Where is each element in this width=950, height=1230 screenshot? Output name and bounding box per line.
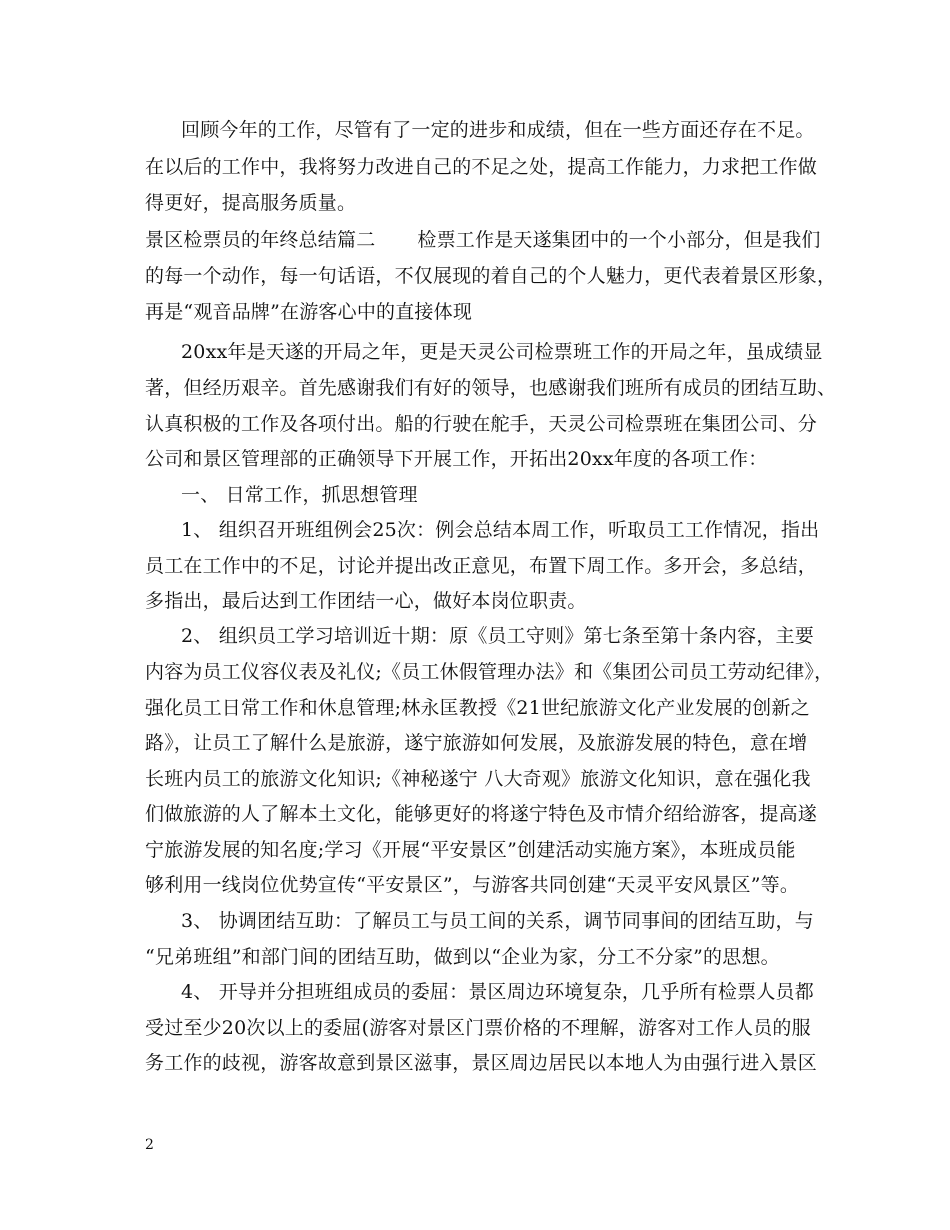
text-line: 长班内员工的旅游文化知识;《神秘遂宁 八大奇观》旅游文化知识，意在强化我: [145, 768, 811, 790]
section-heading: 景区检票员的年终总结篇二: [145, 229, 376, 251]
heading-line: [145, 228, 821, 252]
text-line: 路》，让员工了解什么是旅游，遂宁旅游如何发展，及旅游发展的特色，意在增: [145, 732, 808, 754]
text-line: 强化员工日常工作和休息管理;林永匡教授《21世纪旅游文化产业发展的创新之: [145, 697, 810, 719]
text-line: 认真积极的工作及各项付出。船的行驶在舵手，天灵公司检票班在集团公司、分: [145, 413, 818, 435]
text-line: 再是“观音品牌”在游客心中的直接体现: [145, 301, 473, 323]
text-line: 够利用一线岗位优势宣传“平安景区”，与游客共同创建“天灵平安风景区”等。: [145, 874, 800, 896]
text-line: 1、 组织召开班组例会25次：例会总结本周工作，听取员工工作情况，指出: [181, 519, 820, 541]
text-line: 得更好，提高服务质量。: [145, 192, 357, 214]
text-line: 的每一个动作，每一句话语，不仅展现的着自己的个人魅力，更代表着景区形象，: [145, 265, 837, 287]
text-line: 受过至少20次以上的委屈(游客对景区门票价格的不理解，游客对工作人员的服: [145, 1017, 811, 1039]
text-line: 宁旅游发展的知名度;学习《开展“平安景区”创建活动实施方案》，本班成员能: [145, 839, 796, 861]
text-line: 回顾今年的工作，尽管有了一定的进步和成绩，但在一些方面还存在不足。: [181, 119, 815, 141]
text-line: 公司和景区管理部的正确领导下开展工作，开拓出20xx年度的各项工作：: [145, 448, 768, 470]
text-line: 内容为员工仪容仪表及礼仪;《员工休假管理办法》和《集团公司员工劳动纪律》，: [145, 661, 834, 683]
text-fragment: 检票工作是天遂集团中的一个小部分，但是我们: [417, 229, 821, 251]
page-number: 2: [145, 1137, 154, 1153]
text-line: 员工在工作中的不足，讨论并提出改正意见，布置下周工作。多开会，多总结，: [145, 555, 818, 577]
text-line: 4、 开导并分担班组成员的委屈：景区周边环境复杂，几乎所有检票人员都: [181, 981, 814, 1003]
text-line: 一、 日常工作，抓思想管理: [181, 484, 418, 506]
text-line: 务工作的歧视，游客故意到景区滋事，景区周边居民以本地人为由强行进入景区: [145, 1052, 818, 1074]
text-line: 在以后的工作中，我将努力改进自己的不足之处，提高工作能力，力求把工作做: [145, 156, 818, 178]
text-line: 们做旅游的人了解本土文化，能够更好的将遂宁特色及市情介绍给游客，提高遂: [145, 803, 818, 825]
text-line: 3、 协调团结互助：了解员工与员工间的关系，调节同事间的团结互助，与: [181, 910, 814, 932]
text-line: “兄弟班组”和部门间的团结互助，做到以“企业为家，分工不分家”的思想。: [145, 946, 780, 968]
text-line: 2、 组织员工学习培训近十期：原《员工守则》第七条至第十条内容，主要: [181, 625, 814, 647]
text-line: 多指出，最后达到工作团结一心，做好本岗位职责。: [145, 590, 587, 612]
text-line: 20xx年是天遂的开局之年，更是天灵公司检票班工作的开局之年，虽成绩显: [181, 341, 823, 363]
text-line: 著，但经历艰辛。首先感谢我们有好的领导，也感谢我们班所有成员的团结互助、: [145, 377, 837, 399]
